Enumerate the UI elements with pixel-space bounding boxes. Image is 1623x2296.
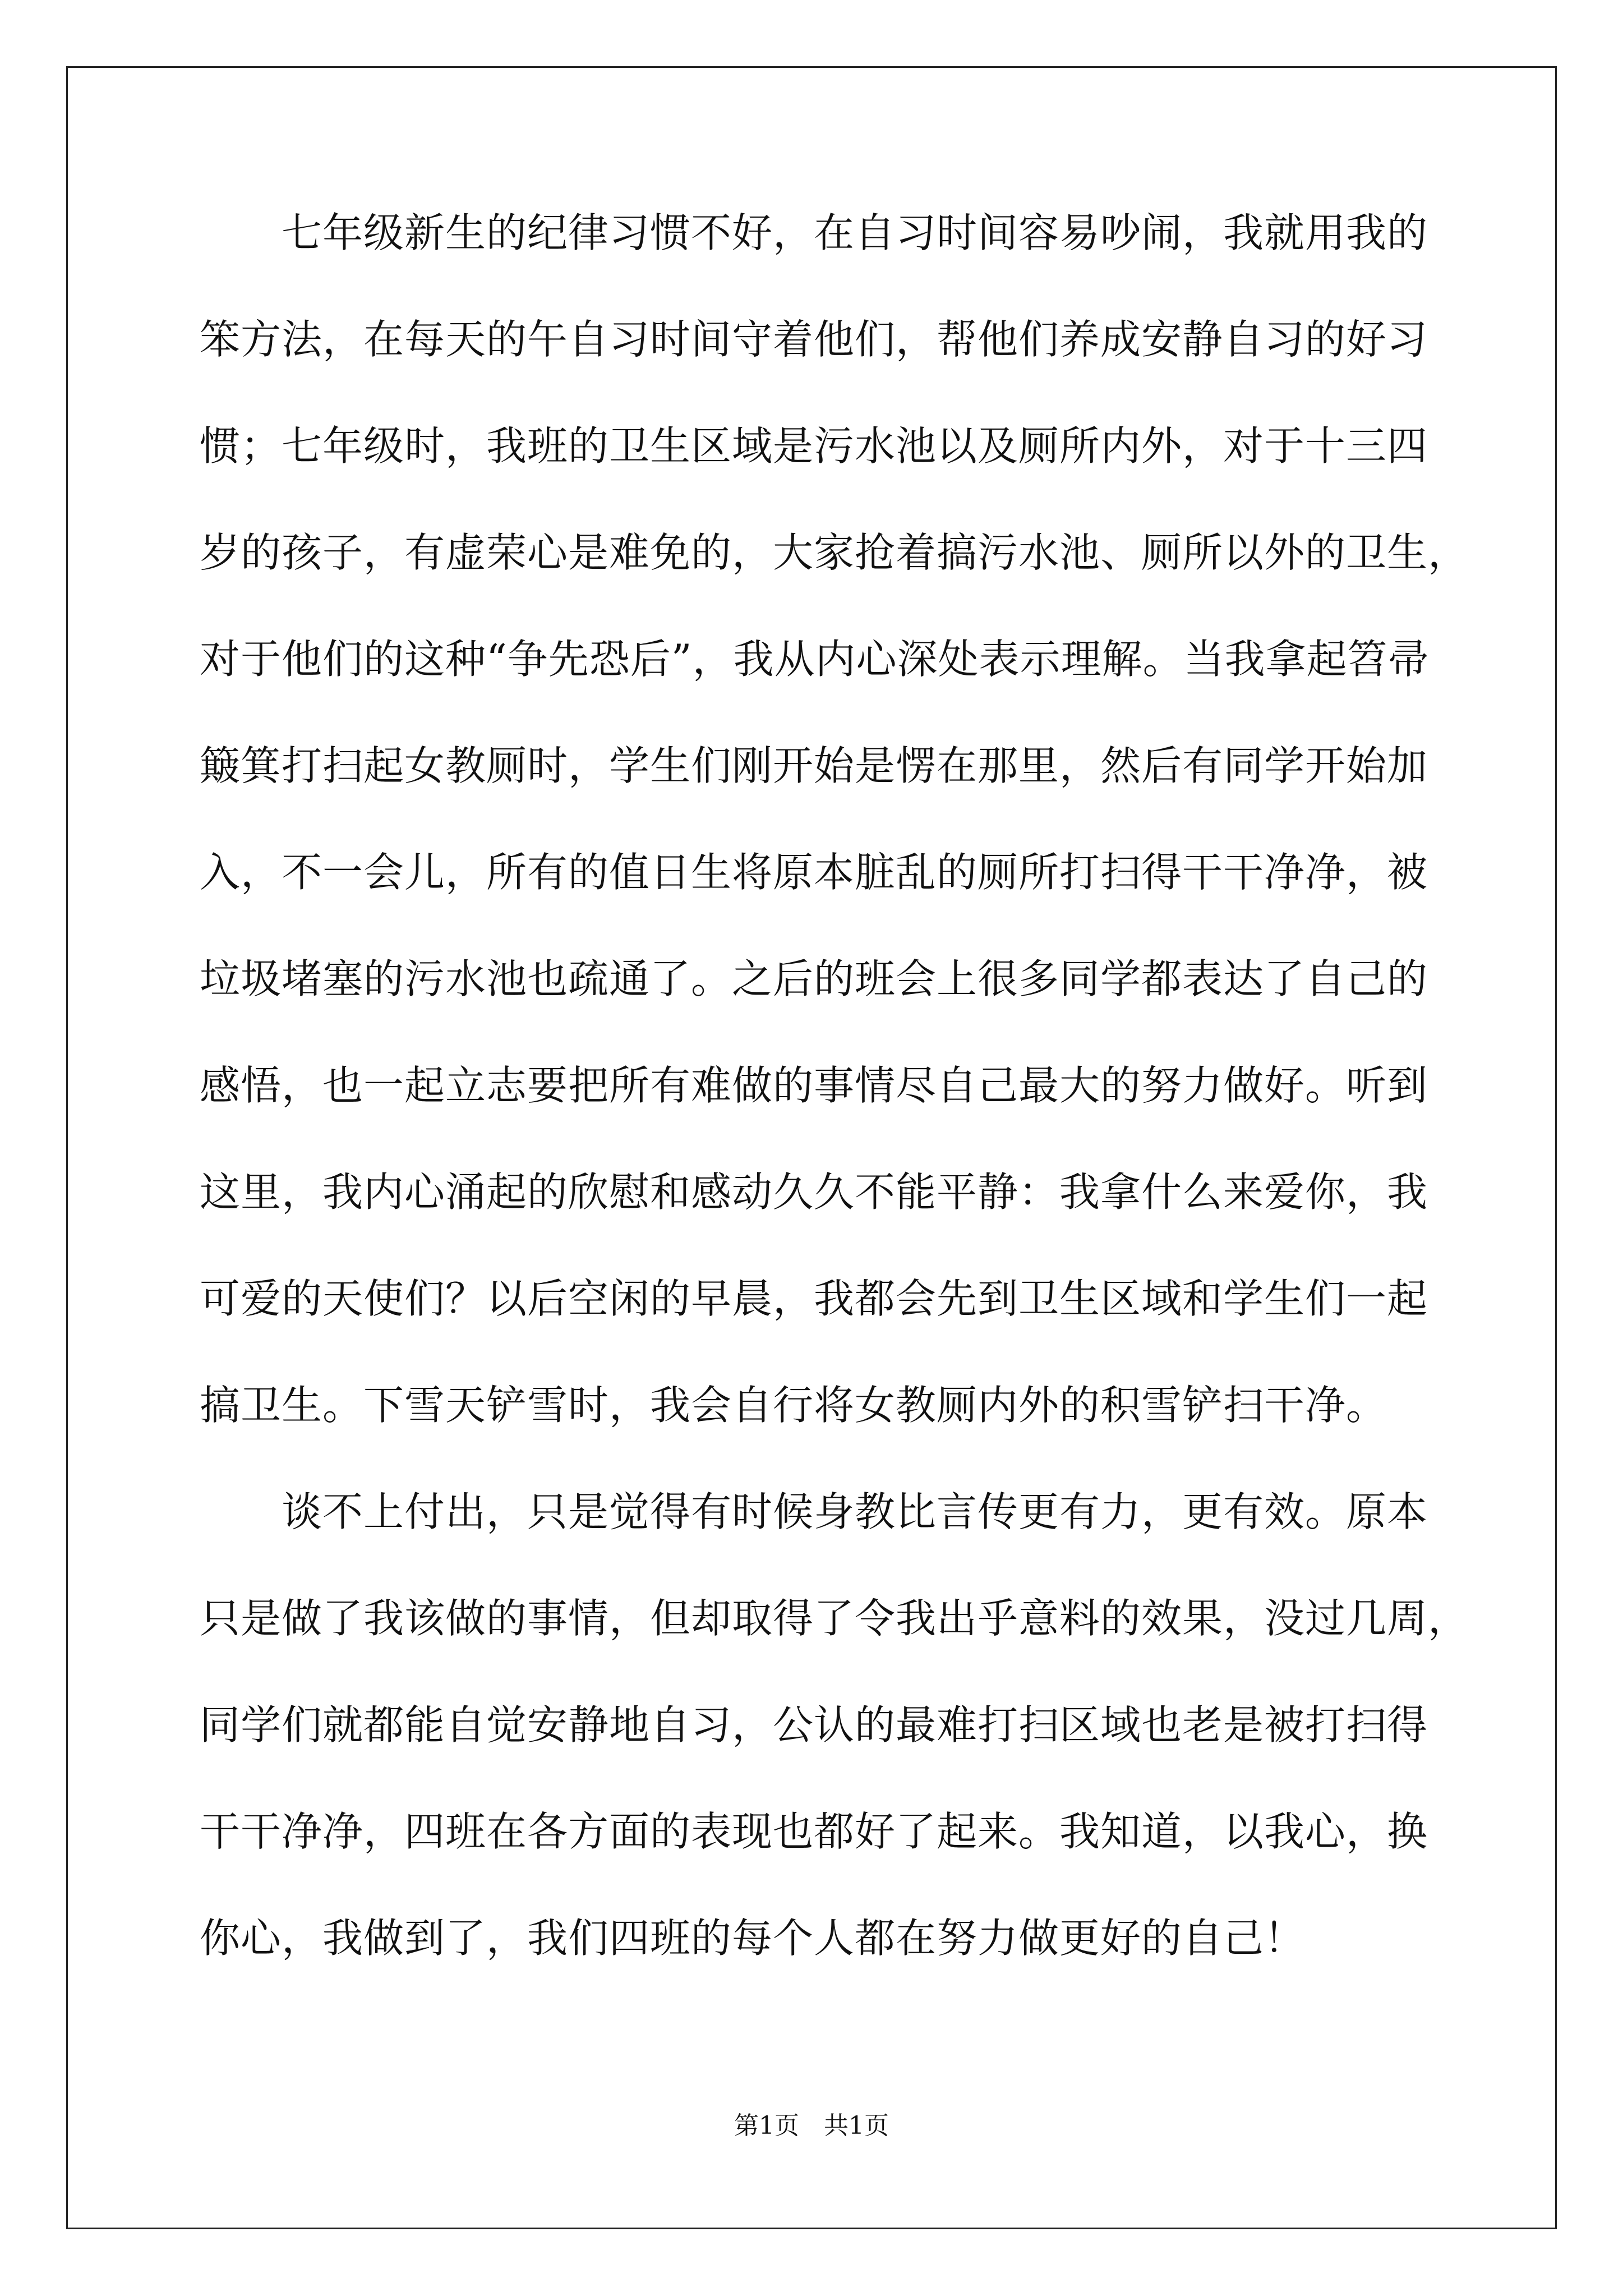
text-line: 只是做了我该做的事情，但却取得了令我出乎意料的效果，没过几周， bbox=[200, 1595, 1469, 1642]
text-line: 干干净净，四班在各方面的表现也都好了起来。我知道，以我心，换 bbox=[200, 1808, 1428, 1855]
text-line: 惯；七年级时，我班的卫生区域是污水池以及厕所内外，对于十三四 bbox=[200, 422, 1428, 470]
text-line: 对于他们的这种“争先恐后”，我从内心深处表示理解。当我拿起笤帚 bbox=[200, 636, 1430, 683]
text-line: 笨方法，在每天的午自习时间守着他们，帮他们养成安静自习的好习 bbox=[200, 316, 1428, 363]
text-line: 搞卫生。下雪天铲雪时，我会自行将女教厕内外的积雪铲扫干净。 bbox=[200, 1382, 1387, 1429]
text-line: 垃圾堵塞的污水池也疏通了。之后的班会上很多同学都表达了自己的 bbox=[200, 955, 1428, 1002]
text-line: 岁的孩子，有虚荣心是难免的，大家抢着搞污水池、厕所以外的卫生， bbox=[200, 529, 1469, 576]
text-line: 入，不一会儿，所有的值日生将原本脏乱的厕所打扫得干干净净，被 bbox=[200, 849, 1428, 896]
text-line: 这里，我内心涌起的欣慰和感动久久不能平静：我拿什么来爱你，我 bbox=[200, 1168, 1428, 1216]
text-line: 谈不上付出，只是觉得有时候身教比言传更有力，更有效。原本 bbox=[200, 1488, 1428, 1535]
text-line: 七年级新生的纪律习惯不好，在自习时间容易吵闹，我就用我的 bbox=[200, 209, 1428, 256]
text-line: 可爱的天使们？以后空闲的早晨，我都会先到卫生区域和学生们一起 bbox=[200, 1275, 1428, 1322]
text-line: 你心，我做到了，我们四班的每个人都在努力做更好的自己！ bbox=[200, 1915, 1306, 1962]
text-line: 簸箕打扫起女教厕时，学生们刚开始是愣在那里，然后有同学开始加 bbox=[200, 742, 1428, 789]
page-border bbox=[66, 66, 1557, 2229]
text-line: 感悟，也一起立志要把所有难做的事情尽自己最大的努力做好。听到 bbox=[200, 1062, 1428, 1109]
page-footer: 第1页 共1页 bbox=[734, 2111, 889, 2140]
text-line: 同学们就都能自觉安静地自习，公认的最难打扫区域也老是被打扫得 bbox=[200, 1701, 1428, 1749]
